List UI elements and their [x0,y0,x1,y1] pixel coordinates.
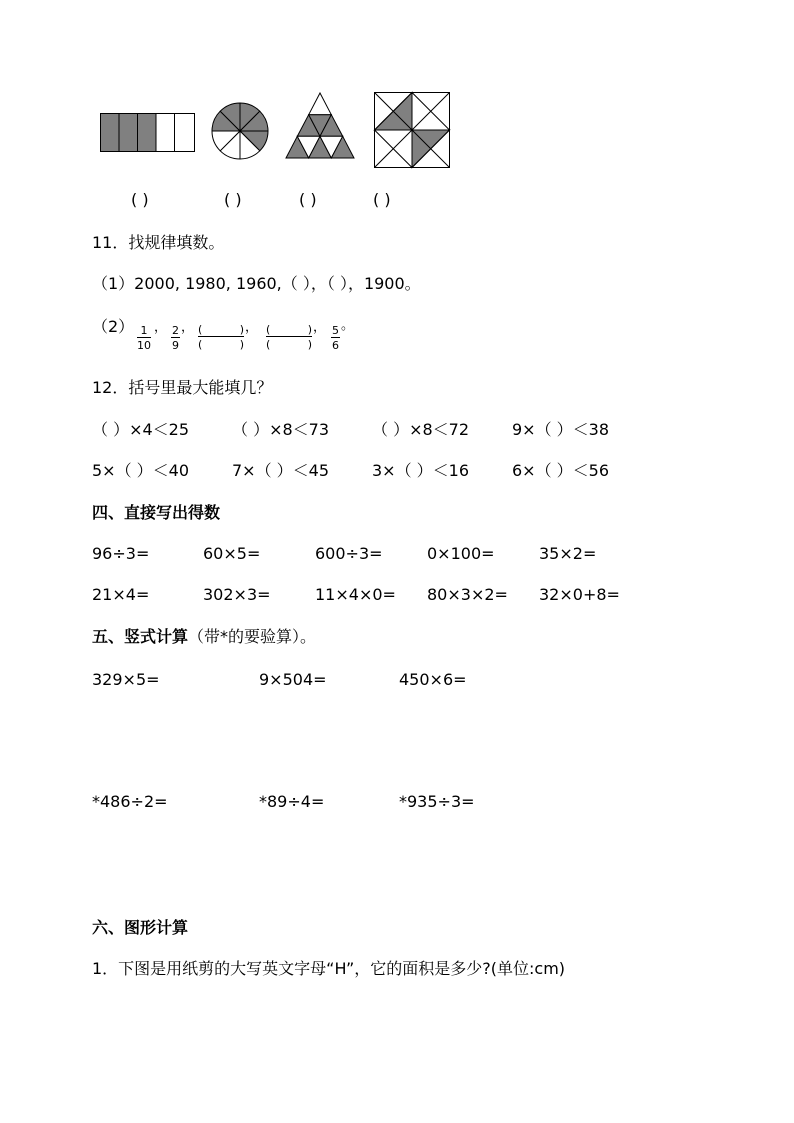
q12-item: 5×（ ）＜40 [92,461,190,480]
q12-item: 3×（ ）＜16 [372,461,470,480]
fraction-numerator: 1 [137,325,151,338]
q11-part1: （1）2000, 1980, 1960,（ ），（ ），1900。 [92,274,421,293]
fraction-numerator: 5 [332,324,339,337]
calc-item: 600÷3= [315,544,383,563]
section-5-heading [92,629,316,645]
blank-close: ) [239,323,244,336]
calc-item: 35×2= [539,544,597,563]
calc-item: 21×4= [92,585,150,604]
vertical-calc-item: 9×504= [259,670,327,689]
q12-title: 12．括号里最大能填几？ [92,378,273,397]
fraction-1-10 [137,325,151,351]
separator: ， [154,320,168,335]
blank-close: ) [239,338,244,351]
q12-item: 7×（ ）＜45 [232,461,330,480]
blank-fraction-2[interactable] [266,324,312,350]
q11-part2-prefix: （2） [92,317,135,336]
blank-open: ( [266,338,271,351]
shape-answer-2[interactable]: ( ) [224,190,242,209]
calc-item: 0×100= [427,544,495,563]
vertical-calc-item: *486÷2= [92,792,168,811]
q11-title: 11．找规律填数。 [92,233,225,252]
fraction-denominator: 10 [137,339,151,352]
calc-item: 60×5= [203,544,261,563]
fraction-bar-figure [100,113,196,153]
fraction-numerator: 2 [172,324,179,337]
fraction-square-figure [374,92,450,168]
fraction-5-6 [331,325,340,351]
separator: ， [181,320,195,335]
section-4-title: 四、直接写出得数 [92,503,221,522]
fraction-circle-figure [211,102,269,160]
vertical-calc-item: 329×5= [92,670,160,689]
blank-open: ( [266,323,271,336]
q12-item: （ ）×8＜72 [372,420,470,439]
calc-item: 80×3×2= [427,585,508,604]
vertical-calc-item: *89÷4= [259,792,325,811]
fraction-denominator: 9 [172,339,179,352]
calc-item: 32×0+8= [539,585,620,604]
fraction-2-9 [171,325,180,351]
blank-close: ) [307,338,312,351]
separator: ， [313,320,327,335]
calc-item: 302×3= [203,585,271,604]
blank-fraction-1[interactable] [198,324,244,350]
vertical-calc-item: 450×6= [399,670,467,689]
q12-item: 9×（ ）＜38 [512,420,610,439]
section-6-title: 六、图形计算 [92,918,189,937]
blank-open: ( [198,338,203,351]
end-mark: 。 [341,318,355,333]
shape-answer-1[interactable]: ( ) [131,190,149,209]
calc-item: 11×4×0= [315,585,396,604]
section-5-title: 五、竖式计算 [92,627,189,646]
shape-answer-4[interactable]: ( ) [373,190,391,209]
separator: ， [245,320,259,335]
section-5-note: （带*的要验算）。 [188,627,317,646]
q12-item: （ ）×4＜25 [92,420,190,439]
q12-item: 6×（ ）＜56 [512,461,610,480]
q12-item: （ ）×8＜73 [232,420,330,439]
shape-answer-3[interactable]: ( ) [299,190,317,209]
fraction-denominator: 6 [332,339,339,352]
fraction-triangle-figure [286,91,356,161]
calc-item: 96÷3= [92,544,150,563]
blank-close: ) [307,323,312,336]
vertical-calc-item: *935÷3= [399,792,475,811]
section-6-q1: 1．下图是用纸剪的大写英文字母“H”，它的面积是多少?(单位:cm) [92,959,566,978]
blank-open: ( [198,323,203,336]
